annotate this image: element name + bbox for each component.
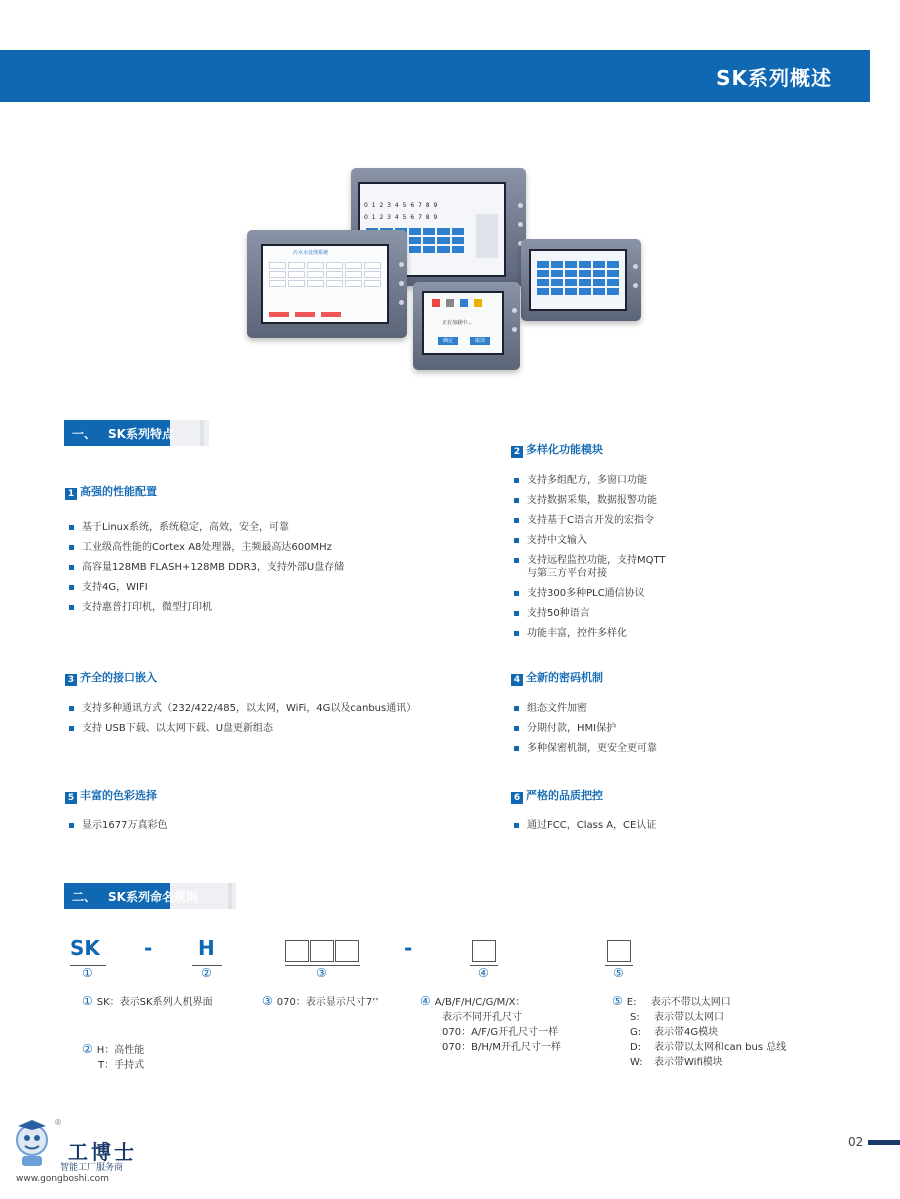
desc-2: ② H：高性能 T：手持式 (82, 1042, 145, 1071)
code-box (310, 940, 334, 962)
brand-tagline: 智能工厂服务商 (60, 1163, 124, 1173)
list-item: 功能丰富，控件多样化 (513, 627, 813, 640)
feature-list-1 (68, 521, 488, 621)
circle-number-3: ③ (316, 966, 327, 980)
list-item: 支持 USB下载、以太网下载、U盘更新组态 (68, 722, 498, 735)
code-box (607, 940, 631, 962)
page-number-bar (868, 1140, 900, 1145)
brand-name: 工博士 (68, 1140, 137, 1164)
feature-number-box: 5 (65, 792, 77, 804)
company-logo (10, 1118, 150, 1188)
page-number: 02 (848, 1135, 864, 1149)
screen-cancel-button: 取消 (470, 337, 490, 345)
list-item: 支持50种语言 (513, 607, 813, 620)
header-bar (0, 50, 870, 102)
feature-title-3: 3 齐全的接口嵌入 (65, 669, 157, 686)
list-item: 显示1677万真彩色 (68, 819, 368, 832)
list-item: 通过FCC，Class A，CE认证 (513, 819, 813, 832)
hmi-device-left (247, 230, 407, 338)
code-sk: SK (70, 936, 100, 960)
code-box (335, 940, 359, 962)
list-item: 基于Linux系统，系统稳定，高效，安全，可靠 (68, 521, 488, 534)
feature-list-5 (68, 819, 368, 839)
feature-title-1: 1 高强的性能配置 (65, 483, 157, 500)
desc-4: ④ A/B/F/H/C/G/M/X： 表示不同开孔尺寸 070：A/F/G开孔尺寸一样 070：B/H/M开孔尺寸一样 (420, 994, 561, 1053)
desc-5: ⑤ E: 表示不带以太网口 S: 表示带以太网口 G: 表示带4G模块 D: 表示带以太网和can bus 总线 W: 表示带Wifi模块 (612, 994, 787, 1068)
desc-3: ③ 070：表示显示尺寸7’’ (262, 994, 379, 1008)
feature-list-4 (513, 702, 813, 762)
screen-ok-button: 确定 (438, 337, 458, 345)
list-item: 多种保密机制，更安全更可靠 (513, 742, 813, 755)
hmi-device-right (521, 239, 641, 321)
feature-number-box: 4 (511, 674, 523, 686)
registered-mark: ® (54, 1118, 62, 1127)
screen-digits-row2: 0 1 2 3 4 5 6 7 8 9 (364, 214, 439, 221)
list-item: 支持远程监控功能，支持MQTT 与第三方平台对接 (513, 554, 813, 580)
screen-title: 污水水处理系统 (293, 250, 329, 256)
feature-title-6: 6 严格的品质把控 (511, 787, 603, 804)
list-item: 支持中文输入 (513, 534, 813, 547)
code-dash-1: - (144, 936, 153, 960)
feature-number-box: 2 (511, 446, 523, 458)
code-box (472, 940, 496, 962)
list-item: 支持4G，WIFI (68, 581, 488, 594)
circle-number-5: ⑤ (613, 966, 624, 980)
circle-number-2: ② (201, 966, 212, 980)
list-item: 支持300多种PLC通信协议 (513, 587, 813, 600)
code-h: H (198, 936, 215, 960)
product-image (245, 165, 645, 375)
robot-mascot-icon (10, 1118, 60, 1170)
section-label: SK系列特点 (108, 427, 174, 441)
hmi-device-small (413, 282, 520, 370)
section-header-naming (64, 883, 236, 909)
feature-number-box: 3 (65, 674, 77, 686)
list-item: 支持数据采集，数据报警功能 (513, 494, 813, 507)
list-item: 支持惠普打印机，微型打印机 (68, 601, 488, 614)
section-label: SK系列命名规则 (108, 890, 198, 904)
section-number: 一、 (64, 420, 170, 446)
section-header-features (64, 420, 209, 446)
screen-message: 正在加载中... (442, 320, 472, 326)
page-title: SK系列概述 (716, 66, 832, 90)
list-item: 高容量128MB FLASH+128MB DDR3，支持外部U盘存储 (68, 561, 488, 574)
list-item: 支持多种通讯方式（232/422/485，以太网，WiFi，4G以及canbus通讯） (68, 702, 498, 715)
list-item: 工业级高性能的Cortex A8处理器，主频最高达600MHz (68, 541, 488, 554)
desc-1: ① SK：表示SK系列人机界面 (82, 994, 213, 1008)
feature-list-2 (513, 474, 813, 647)
feature-list-3 (68, 702, 498, 742)
feature-number-box: 1 (65, 488, 77, 500)
feature-title-5: 5 丰富的色彩选择 (65, 787, 157, 804)
feature-list-6 (513, 819, 813, 839)
list-item: 支持多组配方，多窗口功能 (513, 474, 813, 487)
circle-number-1: ① (82, 966, 93, 980)
screen-digits-row1: 0 1 2 3 4 5 6 7 8 9 (364, 202, 439, 209)
feature-title-4: 4 全新的密码机制 (511, 669, 603, 686)
feature-number-box: 6 (511, 792, 523, 804)
list-item: 分期付款，HMI保护 (513, 722, 813, 735)
list-item: 组态文件加密 (513, 702, 813, 715)
code-box (285, 940, 309, 962)
feature-title-2: 2 多样化功能模块 (511, 441, 603, 458)
section-number: 二、 (64, 883, 170, 909)
website-url: www.gongboshi.com (16, 1174, 109, 1184)
code-dash-2: - (404, 936, 413, 960)
list-item: 支持基于C语言开发的宏指令 (513, 514, 813, 527)
circle-number-4: ④ (478, 966, 489, 980)
